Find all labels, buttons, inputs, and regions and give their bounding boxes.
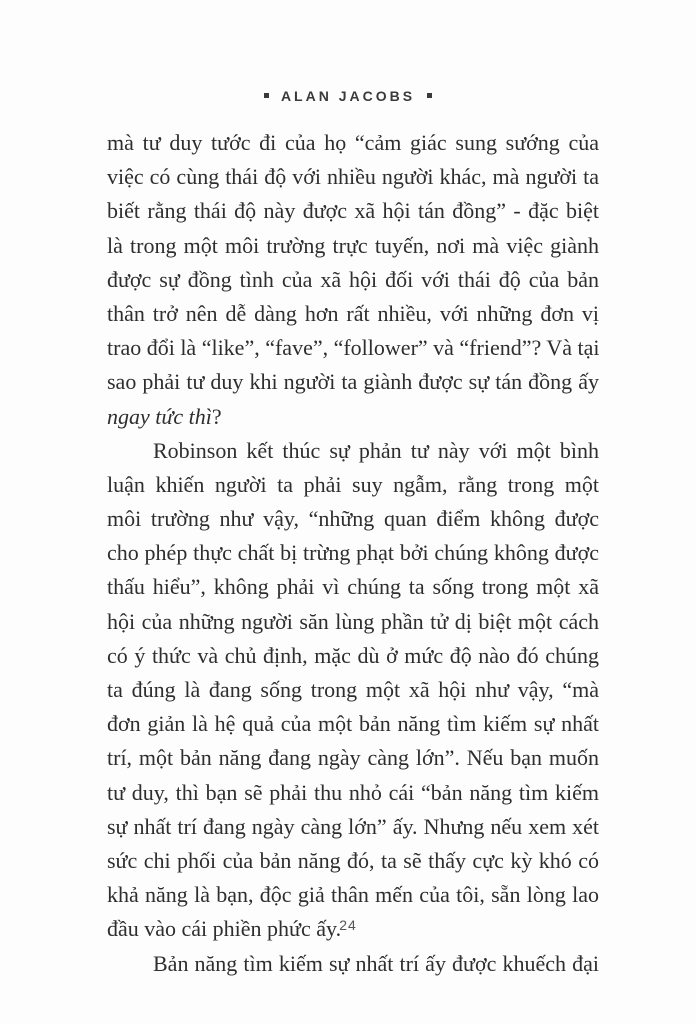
text-line: là trong một môi trường trực tuyến, nơi mà việc giành [107,232,599,258]
text-line [107,400,599,434]
text-line: tư duy, thì bạn sẽ phải thu nhỏ cái “bản năng tìm kiếm [107,779,599,805]
text-line: sự nhất trí đang ngày càng lớn” ấy. Nhưng nếu xem xét [107,813,599,839]
header-bullet-right [427,93,432,98]
italic-phrase: ngay tức thì [107,403,212,429]
text-line: việc có cùng thái độ với nhiều người khác, mà người ta [107,164,599,190]
text-line: Robinson kết thúc sự phản tư này với một bình [153,437,599,463]
text-line: trí, một bản năng đang ngày càng lớn”. Nếu bạn muốn [107,745,599,771]
running-header [0,88,696,104]
body-text [107,126,599,981]
text-line: đơn giản là hệ quả của một bản năng tìm kiếm sự nhất [107,711,599,737]
text-line: thấu hiểu”, không phải vì chúng ta sống trong một xã [107,574,599,600]
text-line: có ý thức và chủ định, mặc dù ở mức độ nào đó chúng [107,642,599,668]
text-line: luận khiến người ta phải suy ngẫm, rằng trong một [107,471,599,497]
text-line: Bản năng tìm kiếm sự nhất trí ấy được khuếch đại [153,950,599,976]
text-line: thân trở nên dễ dàng hơn rất nhiều, với những đơn vị [107,300,599,326]
header-author: ALAN JACOBS [280,88,416,104]
text-line: khả năng là bạn, độc giả thân mến của tôi, sẵn lòng lao [107,882,599,908]
text-line: ta đúng là đang sống trong một xã hội như vậy, “mà [107,677,599,702]
text-line: đầu vào cái phiền phức ấy. [107,916,342,942]
text-line: hội của những người săn lùng phần tử dị biệt một cách [107,608,599,634]
text-line: cho phép thực chất bị trừng phạt bởi chúng không được [107,540,599,566]
text-line: sao phải tư duy khi người ta giành được sự tán đồng ấy [107,369,599,395]
text-line: mà tư duy tước đi của họ “cảm giác sung sướng của [107,130,599,155]
text-line: được sự đồng tình của xã hội đối với thái độ của bản [107,266,599,292]
header-bullet-left [264,93,269,98]
text-line: môi trường như vậy, “những quan điểm không được [107,506,599,532]
page-number: 24 [339,917,357,933]
text-line: sức chi phối của bản năng đó, ta sẽ thấy cực kỳ khó có [107,847,599,873]
text-line: biết rằng thái độ này được xã hội tán đồng” - đặc biệt [107,198,599,224]
line-tail: ? [211,403,222,429]
text-line: trao đổi là “like”, “fave”, “follower” và “friend”? Và tại [107,335,599,361]
